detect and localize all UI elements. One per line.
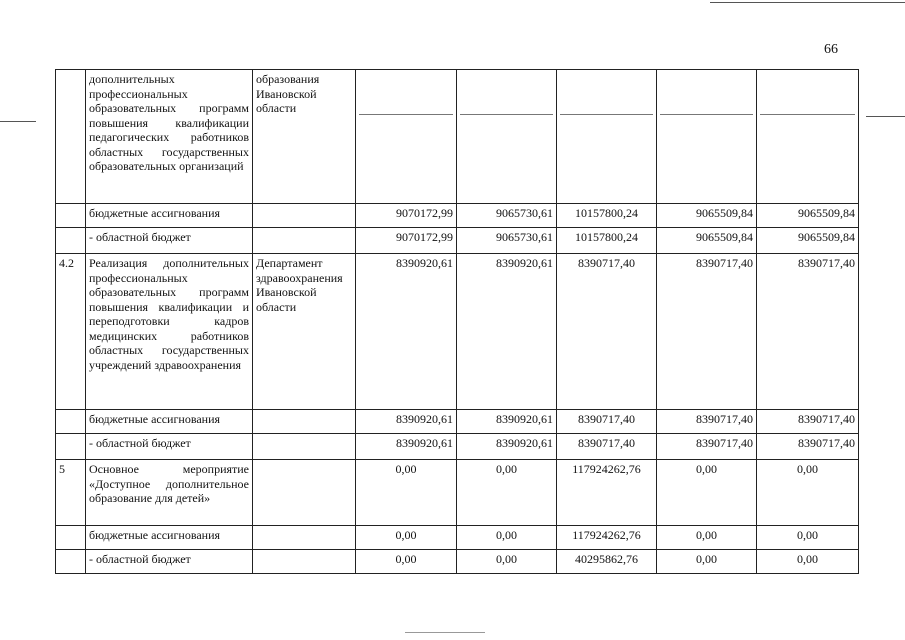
amount-year-2: 0,00 <box>457 460 557 526</box>
amount-year-1: 8390920,61 <box>356 410 457 434</box>
row-number <box>56 550 86 574</box>
amount-year-1: 0,00 <box>356 550 457 574</box>
amount-year-4: 9065509,84 <box>657 204 757 228</box>
amount-year-4: 8390717,40 <box>657 410 757 434</box>
row-number <box>56 526 86 550</box>
measure-name: бюджетные ассигнования <box>86 526 253 550</box>
blank-dash <box>760 114 855 115</box>
amount-year-5: 8390717,40 <box>757 434 859 460</box>
amount-year-4: 9065509,84 <box>657 228 757 254</box>
scan-artifact-left <box>0 121 36 122</box>
amount-year-5: 0,00 <box>757 460 859 526</box>
blank-dash <box>560 114 653 115</box>
scan-artifact-bottom <box>405 632 485 633</box>
measure-name: Основное мероприятие «Доступное дополнительное образование для детей» <box>86 460 253 526</box>
scan-artifact-right <box>866 116 905 117</box>
row-number <box>56 70 86 204</box>
amount-year-4: 8390717,40 <box>657 434 757 460</box>
table-row-item-5 <box>56 460 859 526</box>
amount-year-2: 9065730,61 <box>457 228 557 254</box>
amount-year-2: 0,00 <box>457 526 557 550</box>
amount-year-4: 0,00 <box>657 526 757 550</box>
amount-year-4 <box>657 70 757 204</box>
amount-year-3: 40295862,76 <box>557 550 657 574</box>
table-row-item-4-2 <box>56 254 859 410</box>
row-number: 5 <box>56 460 86 526</box>
amount-year-3: 8390717,40 <box>557 254 657 410</box>
amount-year-2: 0,00 <box>457 550 557 574</box>
executor <box>253 550 356 574</box>
amount-year-5: 8390717,40 <box>757 410 859 434</box>
scan-artifact-top-right <box>710 2 905 3</box>
amount-year-2: 8390920,61 <box>457 410 557 434</box>
amount-year-2 <box>457 70 557 204</box>
blank-dash <box>660 114 753 115</box>
executor <box>253 204 356 228</box>
table-row-regional-budget <box>56 434 859 460</box>
measure-name: бюджетные ассигнования <box>86 410 253 434</box>
amount-year-4: 0,00 <box>657 550 757 574</box>
amount-year-3: 8390717,40 <box>557 434 657 460</box>
blank-dash <box>359 114 453 115</box>
table-row-regional-budget <box>56 228 859 254</box>
amount-year-2: 8390920,61 <box>457 254 557 410</box>
amount-year-1: 8390920,61 <box>356 434 457 460</box>
amount-year-3: 8390717,40 <box>557 410 657 434</box>
amount-year-1: 0,00 <box>356 526 457 550</box>
amount-year-5: 8390717,40 <box>757 254 859 410</box>
amount-year-5: 0,00 <box>757 550 859 574</box>
executor <box>253 526 356 550</box>
budget-table <box>55 69 859 574</box>
amount-year-5: 0,00 <box>757 526 859 550</box>
amount-year-1: 9070172,99 <box>356 204 457 228</box>
executor <box>253 410 356 434</box>
measure-name: - областной бюджет <box>86 550 253 574</box>
amount-year-5: 9065509,84 <box>757 228 859 254</box>
amount-year-3: 10157800,24 <box>557 228 657 254</box>
amount-year-1 <box>356 70 457 204</box>
page-number: 66 <box>824 42 838 57</box>
amount-year-3: 117924262,76 <box>557 526 657 550</box>
amount-year-3: 10157800,24 <box>557 204 657 228</box>
amount-year-5: 9065509,84 <box>757 204 859 228</box>
table-row-budget-allocations <box>56 410 859 434</box>
amount-year-2: 8390920,61 <box>457 434 557 460</box>
amount-year-3 <box>557 70 657 204</box>
amount-year-1: 8390920,61 <box>356 254 457 410</box>
table-row-budget-allocations <box>56 526 859 550</box>
row-number <box>56 434 86 460</box>
row-number <box>56 410 86 434</box>
amount-year-4: 0,00 <box>657 460 757 526</box>
executor <box>253 228 356 254</box>
table-row-continued-item <box>56 70 859 204</box>
amount-year-4: 8390717,40 <box>657 254 757 410</box>
table-row-regional-budget <box>56 550 859 574</box>
row-number: 4.2 <box>56 254 86 410</box>
amount-year-1: 0,00 <box>356 460 457 526</box>
measure-name: дополнительных профессиональных образовательных программ повышения квалификации педагогических работников областных государственных образовательных организаций <box>86 70 253 204</box>
row-number <box>56 204 86 228</box>
measure-name: - областной бюджет <box>86 434 253 460</box>
blank-dash <box>460 114 553 115</box>
amount-year-1: 9070172,99 <box>356 228 457 254</box>
executor <box>253 460 356 526</box>
table-row-budget-allocations <box>56 204 859 228</box>
executor: образования Ивановской области <box>253 70 356 204</box>
measure-name: бюджетные ассигнования <box>86 204 253 228</box>
measure-name: - областной бюджет <box>86 228 253 254</box>
executor <box>253 434 356 460</box>
amount-year-2: 9065730,61 <box>457 204 557 228</box>
row-number <box>56 228 86 254</box>
executor: Департамент здравоохранения Ивановской области <box>253 254 356 410</box>
amount-year-5 <box>757 70 859 204</box>
amount-year-3: 117924262,76 <box>557 460 657 526</box>
measure-name: Реализация дополнительных профессиональных образовательных программ повышения квалификации и переподготовки кадров медицинских работников областных государственных учреждений здравоохранения <box>86 254 253 410</box>
